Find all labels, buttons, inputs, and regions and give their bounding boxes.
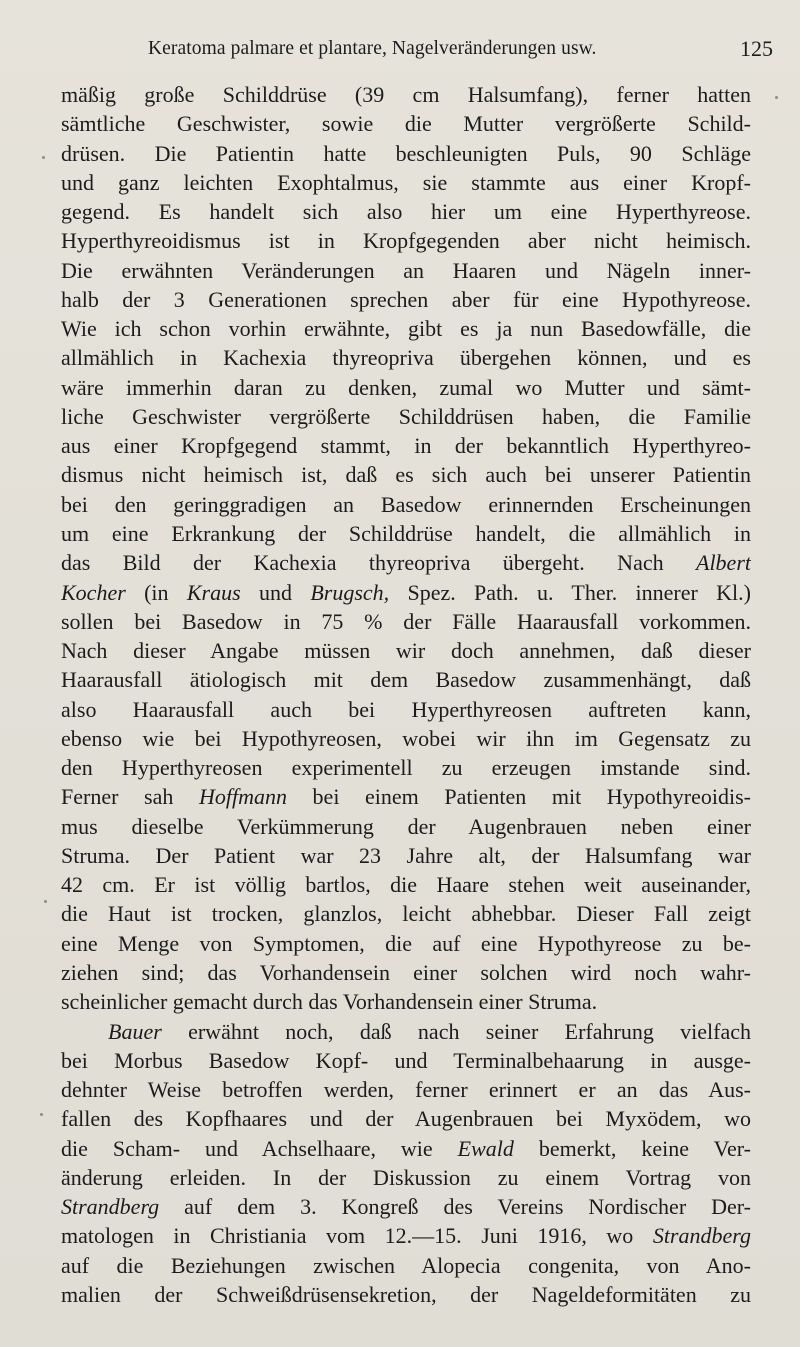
text-run: bei einem Patienten mit Hypothyreoidis- — [286, 784, 751, 810]
text-run: Haarausfall ätiologisch mit dem Basedow zusammenhängt, daß — [61, 667, 751, 693]
text-run: bei Morbus Basedow Kopf- und Terminalbehaarung in ausge- — [61, 1047, 751, 1073]
text-run: gegend. Es handelt sich also hier um eine Hyperthyreose. — [61, 199, 751, 225]
print-speck — [40, 1113, 43, 1116]
text-line — [61, 607, 751, 636]
page-header — [148, 38, 773, 64]
italic-name: Strandberg — [652, 1223, 751, 1249]
text-line — [61, 373, 751, 402]
text-run: dismus nicht heimisch ist, daß es sich auch bei unserer Patientin — [61, 462, 751, 488]
text-run: aus einer Kropfgegend stammt, in der bekanntlich Hyperthyreo- — [61, 433, 751, 459]
text-run: (in — [125, 579, 187, 605]
text-run: also Haarausfall auch bei Hyperthyreosen auftreten kann, — [61, 696, 751, 722]
text-run: Hyperthyreoidismus ist in Kropfgegenden aber nicht heimisch. — [61, 228, 751, 254]
text-line — [61, 490, 751, 519]
text-run: die Scham- und Achselhaare, wie — [61, 1135, 458, 1161]
italic-name: Kocher — [61, 579, 126, 605]
text-run: Nach dieser Angabe müssen wir doch annehmen, daß dieser — [61, 638, 751, 664]
text-line — [61, 578, 751, 607]
text-line — [61, 636, 751, 665]
text-line — [61, 197, 751, 226]
text-run: eine Menge von Symptomen, die auf eine Hypothyreose zu be- — [61, 930, 751, 956]
text-run: sollen bei Basedow in 75 % der Fälle Haarausfall vorkommen. — [61, 608, 751, 634]
text-run: dehnter Weise betroffen werden, ferner erinnert er an das Aus- — [61, 1077, 751, 1103]
text-run: auf dem 3. Kongreß des Vereins Nordischer Der- — [159, 1194, 751, 1220]
text-run: Spez. Path. u. Ther. innerer Kl.) — [389, 579, 751, 605]
text-line — [61, 343, 751, 372]
italic-name: Strandberg — [61, 1194, 160, 1220]
page-number: 125 — [740, 36, 773, 61]
text-line — [61, 870, 751, 899]
text-line — [61, 460, 751, 489]
italic-name: Bauer — [108, 1018, 162, 1044]
text-line — [61, 402, 751, 431]
text-line — [61, 782, 751, 811]
text-run: und ganz leichten Exophtalmus, sie stammte aus einer Kropf- — [61, 169, 751, 195]
text-line — [61, 958, 751, 987]
text-line — [61, 841, 751, 870]
italic-name: Ewald — [457, 1135, 514, 1161]
text-run: wäre immerhin daran zu denken, zumal wo Mutter und sämt- — [61, 374, 751, 400]
text-run: bei den geringgradigen an Basedow erinnernden Erscheinungen — [61, 491, 751, 517]
text-run: die Haut ist trocken, glanzlos, leicht abhebbar. Dieser Fall zeigt — [61, 901, 751, 927]
text-run: 42 cm. Er ist völlig bartlos, die Haare stehen weit auseinander, — [61, 872, 751, 898]
text-line — [61, 987, 751, 1016]
text-run: das Bild der Kachexia thyreopriva übergeht. Nach — [61, 550, 696, 576]
text-run: änderung erleiden. In der Diskussion zu einem Vortrag von — [61, 1164, 751, 1190]
text-line — [61, 226, 751, 255]
text-line — [61, 665, 751, 694]
text-run: drüsen. Die Patientin hatte beschleunigten Puls, 90 Schläge — [61, 140, 751, 166]
text-run: malien der Schweißdrüsensekretion, der Nageldeformitäten zu — [61, 1281, 751, 1307]
text-run: scheinlicher gemacht durch das Vorhandensein einer Struma. — [61, 989, 598, 1015]
text-line — [61, 1134, 751, 1163]
text-line — [61, 548, 751, 577]
text-line — [61, 314, 751, 343]
italic-name: Kraus — [186, 579, 241, 605]
text-run: mus dieselbe Verkümmerung der Augenbrauen neben einer — [61, 813, 751, 839]
text-run: auf die Beziehungen zwischen Alopecia congenita, von Ano- — [61, 1252, 751, 1278]
text-line — [61, 1280, 751, 1309]
text-run: Ferner sah — [61, 784, 199, 810]
text-line — [61, 1075, 751, 1104]
text-run: mäßig große Schilddrüse (39 cm Halsumfang), ferner hatten — [61, 82, 751, 107]
text-line — [61, 285, 751, 314]
text-run: erwähnt noch, daß nach seiner Erfahrung vielfach — [161, 1018, 751, 1044]
print-speck — [775, 96, 778, 99]
text-run: ebenso wie bei Hypothyreosen, wobei wir ihn im Gegensatz zu — [61, 725, 751, 751]
text-line — [61, 695, 751, 724]
text-run: bemerkt, keine Ver- — [513, 1135, 751, 1161]
text-line — [61, 724, 751, 753]
body-text — [61, 80, 751, 1309]
text-line — [61, 431, 751, 460]
text-run: und — [240, 579, 311, 605]
text-line — [61, 256, 751, 285]
text-run: allmählich in Kachexia thyreopriva übergehen können, und es — [61, 345, 751, 371]
text-run: halb der 3 Generationen sprechen aber für eine Hypothyreose. — [61, 286, 751, 312]
text-run: liche Geschwister vergrößerte Schilddrüsen haben, die Familie — [61, 403, 751, 429]
text-line — [61, 1163, 751, 1192]
text-line — [61, 1046, 751, 1075]
text-line — [61, 519, 751, 548]
text-run: ziehen sind; das Vorhandensein einer solchen wird noch wahr- — [61, 959, 751, 985]
text-line — [61, 109, 751, 138]
text-line — [61, 1192, 751, 1221]
italic-name: Brugsch, — [310, 579, 390, 605]
text-line — [61, 1251, 751, 1280]
text-line — [61, 929, 751, 958]
text-line — [61, 1017, 751, 1046]
text-run: Struma. Der Patient war 23 Jahre alt, der Halsumfang war — [61, 842, 751, 868]
text-line — [61, 1221, 751, 1250]
text-run: matologen in Christiania vom 12.—15. Juni 1916, wo — [61, 1223, 653, 1249]
text-run: Wie ich schon vorhin erwähnte, gibt es ja nun Basedowfälle, die — [61, 316, 751, 342]
text-line — [61, 80, 751, 109]
text-run: Die erwähnten Veränderungen an Haaren und Nägeln inner- — [61, 257, 751, 283]
text-line — [61, 1104, 751, 1133]
text-run: den Hyperthyreosen experimentell zu erzeugen imstande sind. — [61, 755, 751, 781]
text-line — [61, 812, 751, 841]
text-run: fallen des Kopfhaares und der Augenbrauen bei Myxödem, wo — [61, 1106, 751, 1132]
print-speck — [44, 900, 47, 903]
print-speck — [42, 156, 45, 159]
text-line — [61, 753, 751, 782]
text-line — [61, 168, 751, 197]
running-head: Keratoma palmare et plantare, Nagelveränderungen usw. — [148, 38, 597, 59]
italic-name: Hoffmann — [198, 784, 287, 810]
text-line — [61, 139, 751, 168]
text-line — [61, 899, 751, 928]
text-run: sämtliche Geschwister, sowie die Mutter vergrößerte Schild- — [61, 111, 751, 137]
italic-name: Albert — [696, 550, 751, 576]
text-run: um eine Erkrankung der Schilddrüse handelt, die allmählich in — [61, 520, 751, 546]
